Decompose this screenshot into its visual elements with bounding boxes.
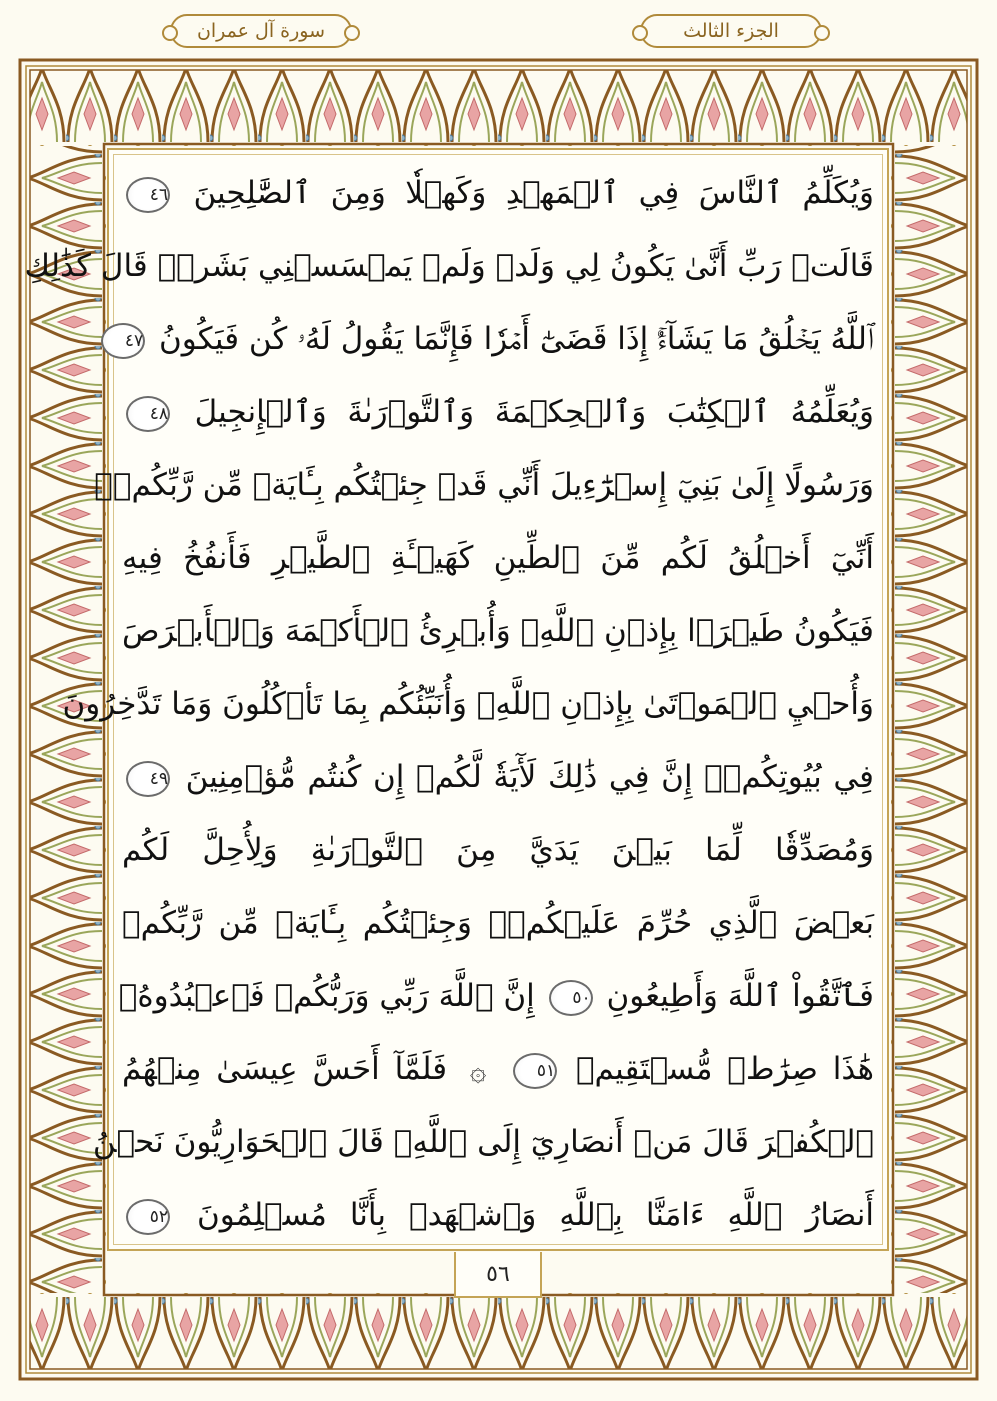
- verse-text: وَيُكَلِّمُ ٱلنَّاسَ فِي ٱلۡمَهۡدِ وَكَهۡلٗا وَمِنَ ٱلصَّٰلِحِينَ: [193, 175, 874, 211]
- verse-text: قَالَتۡ رَبِّ أَنَّىٰ يَكُونُ لِي وَلَدٞ وَلَمۡ يَمۡسَسۡنِي بَشَرٞۖ قَالَ كَذَٰلِكِ: [24, 248, 874, 284]
- verse-text: وَأُحۡيِ ٱلۡمَوۡتَىٰ بِإِذۡنِ ٱللَّهِۖ وَأُنَبِّئُكُم بِمَا تَأۡكُلُونَ وَمَا تَدَّخِرُونَ: [62, 686, 874, 722]
- verse-text: أَنِّيٓ أَخۡلُقُ لَكُم مِّنَ ٱلطِّينِ كَهَيۡـَٔةِ ٱلطَّيۡرِ فَأَنفُخُ فِيهِ: [122, 540, 874, 576]
- verse-text: ٱلۡكُفۡرَ قَالَ مَنۡ أَنصَارِيٓ إِلَى ٱللَّهِۖ قَالَ ٱلۡحَوَارِيُّونَ نَحۡنُ: [92, 1124, 874, 1160]
- ayah-number-marker: ٥١: [513, 1053, 557, 1089]
- page-number-text: ٥٦: [486, 1261, 510, 1287]
- verse-text-continued: فَلَمَّآ أَحَسَّ عِيسَىٰ مِنۡهُمُ: [122, 1051, 448, 1087]
- verse-text: وَيُعَلِّمُهُ ٱلۡكِتَٰبَ وَٱلۡحِكۡمَةَ وَٱلتَّوۡرَىٰةَ وَٱلۡإِنجِيلَ: [194, 394, 874, 430]
- juz-name-text: الجزء الثالث: [683, 20, 779, 42]
- verse-text-continued: إِنَّ ٱللَّهَ رَبِّي وَرَبُّكُمۡ فَٱعۡبُدُوهُۚ: [118, 978, 535, 1014]
- verse-line: [118, 961, 874, 1031]
- verse-line: [94, 450, 874, 520]
- verse-line: [62, 669, 874, 739]
- page-number: [454, 1252, 542, 1298]
- verse-line: [122, 742, 874, 812]
- verse-text: ٱللَّهُ يَخۡلُقُ مَا يَشَآءُۚ إِذَا قَضَىٰٓ أَمۡرٗا فَإِنَّمَا يَقُولُ لَهُۥ كُن فَيَكُونُ: [158, 321, 874, 357]
- verse-line: [122, 1180, 874, 1250]
- verse-line: [122, 304, 874, 374]
- verse-line: [122, 815, 874, 885]
- verse-text: أَنصَارُ ٱللَّهِ ءَامَنَّا بِٱللَّهِ وَٱشۡهَدۡ بِأَنَّا مُسۡلِمُونَ: [197, 1197, 874, 1233]
- verse-line: [122, 596, 874, 666]
- verse-text: هَٰذَا صِرَٰطٞ مُّسۡتَقِيمٞ: [575, 1051, 874, 1087]
- verse-line: [122, 377, 874, 447]
- verse-text: بَعۡضَ ٱلَّذِي حُرِّمَ عَلَيۡكُمۡۚ وَجِئۡتُكُم بِـَٔايَةٖ مِّن رَّبِّكُمۡ: [122, 905, 874, 941]
- verse-text: وَمُصَدِّقٗا لِّمَا بَيۡنَ يَدَيَّ مِنَ ٱلتَّوۡرَىٰةِ وَلِأُحِلَّ لَكُم: [122, 832, 874, 868]
- surah-name-label: [170, 14, 352, 48]
- verse-line: [122, 158, 874, 228]
- ayah-number-marker: ٥٢: [126, 1199, 170, 1235]
- verse-line: [122, 523, 874, 593]
- verse-line: [122, 888, 874, 958]
- ayah-number-marker: ٤٨: [126, 396, 170, 432]
- verse-text: فَيَكُونُ طَيۡرَۢا بِإِذۡنِ ٱللَّهِۖ وَأُبۡرِئُ ٱلۡأَكۡمَهَ وَٱلۡأَبۡرَصَ: [122, 613, 874, 649]
- ayah-number-marker: ٤٦: [126, 177, 170, 213]
- juz-name-label: [640, 14, 822, 48]
- verse-text: فِي بُيُوتِكُمۡۚ إِنَّ فِي ذَٰلِكَ لَأٓيَةٗ لَّكُمۡ إِن كُنتُم مُّؤۡمِنِينَ: [185, 759, 874, 795]
- verse-line: [92, 1107, 874, 1177]
- ayah-number-marker: ٤٧: [101, 323, 145, 359]
- ayah-number-marker: ٤٩: [126, 761, 170, 797]
- verse-text: وَرَسُولًا إِلَىٰ بَنِيٓ إِسۡرَٰٓءِيلَ أَنِّي قَدۡ جِئۡتُكُم بِـَٔايَةٖ مِّن رَّبِّكُمۡۖ: [94, 467, 874, 503]
- verse-line: [24, 231, 874, 301]
- ayah-number-marker: ٥٠: [549, 980, 593, 1016]
- verse-text: فَٱتَّقُواْ ٱللَّهَ وَأَطِيعُونِ: [606, 978, 874, 1014]
- surah-name-text: سورة آل عمران: [196, 20, 326, 42]
- hizb-quarter-marker: ۞: [469, 1053, 487, 1087]
- verse-line: [122, 1034, 874, 1104]
